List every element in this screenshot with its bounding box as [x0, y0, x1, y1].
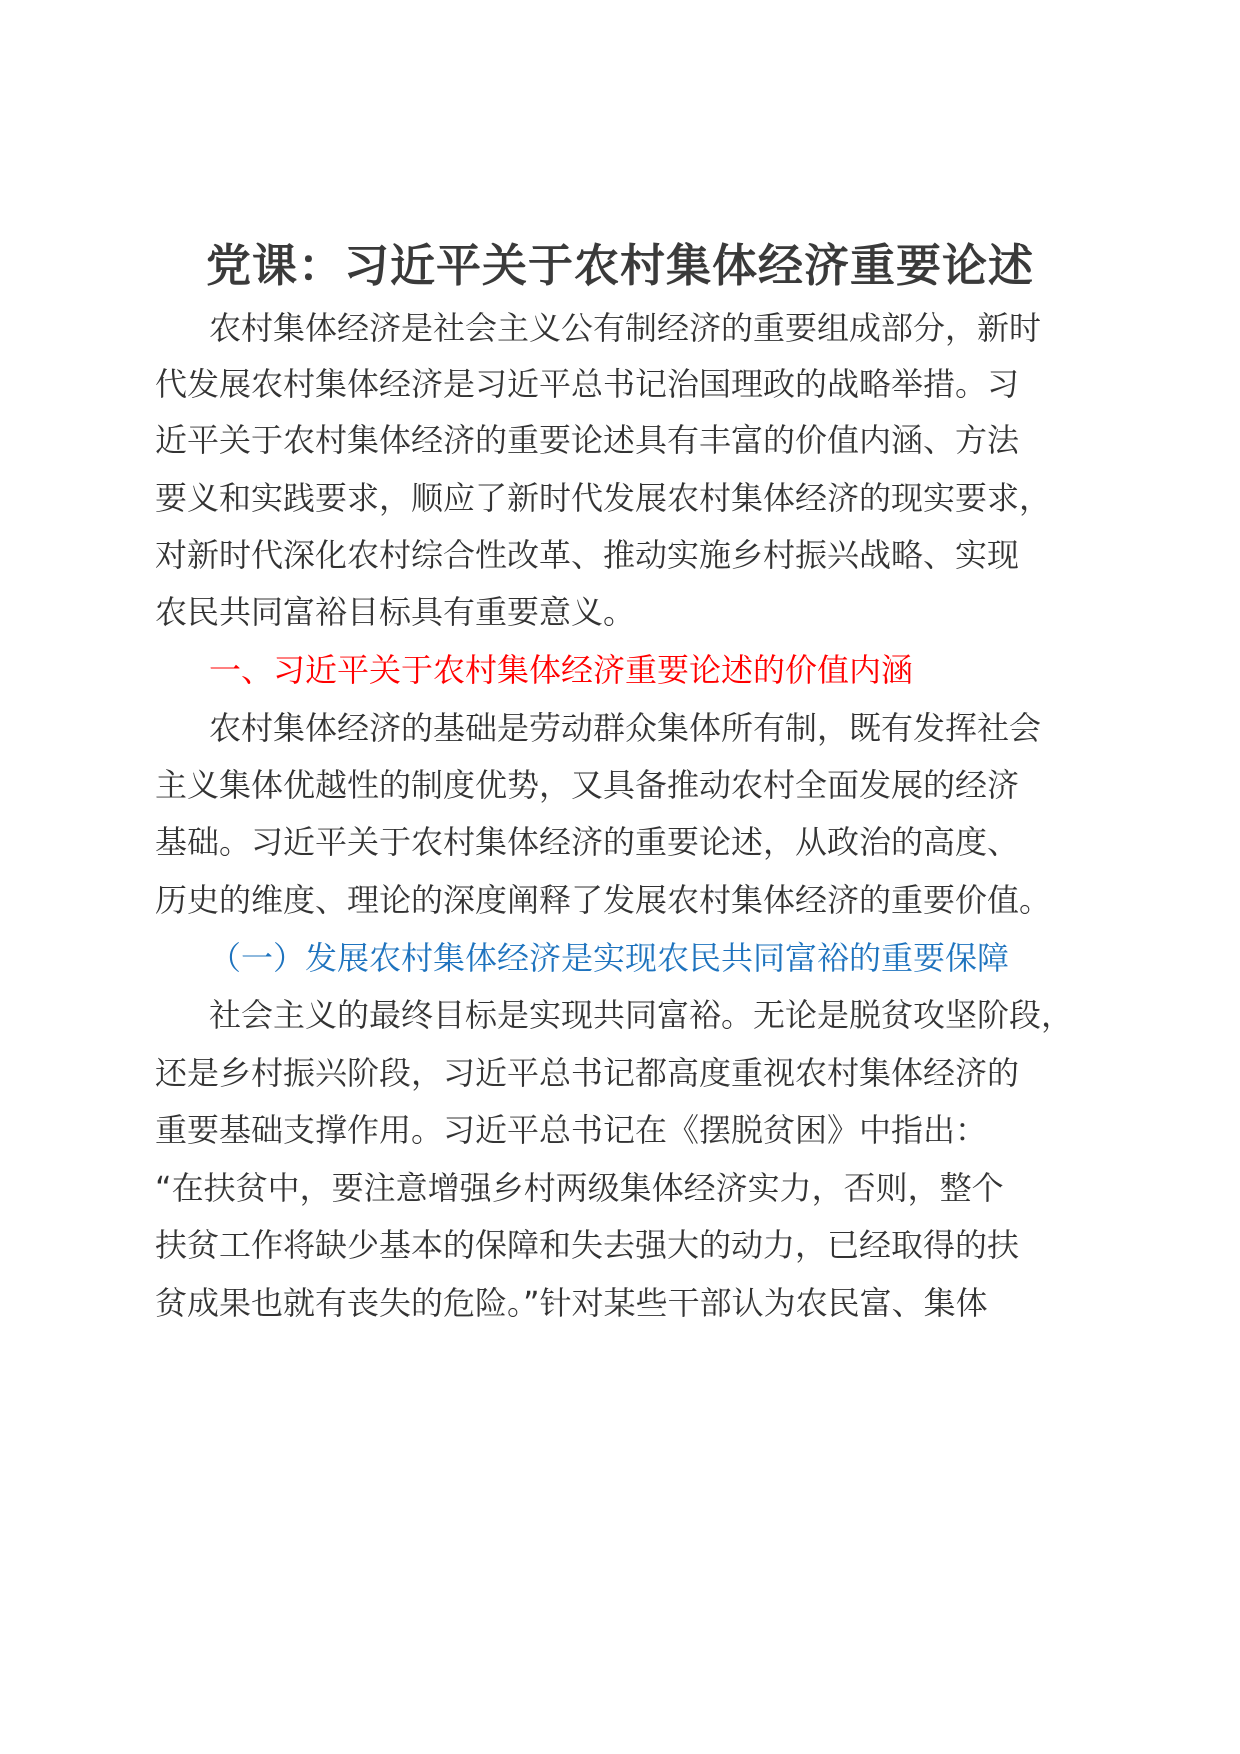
paragraph-2-line-6: 贫成果也就有丧失的危险。”针对某些干部认为农民富、集体	[155, 1284, 988, 1322]
paragraph-1-line-2: 主义集体优越性的制度优势，又具备推动农村全面发展的经济	[155, 766, 1020, 804]
paragraph-intro-line-1: 农村集体经济是社会主义公有制经济的重要组成部分，新时	[209, 309, 1042, 347]
paragraph-intro-line-5: 对新时代深化农村综合性改革、推动实施乡村振兴战略、实现	[155, 536, 1020, 574]
paragraph-2-line-4: “在扶贫中，要注意增强乡村两级集体经济实力，否则，整个	[155, 1169, 1004, 1207]
paragraph-2-line-2: 还是乡村振兴阶段，习近平总书记都高度重视农村集体经济的	[155, 1054, 1020, 1092]
paragraph-1-line-1: 农村集体经济的基础是劳动群众集体所有制，既有发挥社会	[209, 709, 1042, 747]
paragraph-2-line-5: 扶贫工作将缺少基本的保障和失去强大的动力，已经取得的扶	[155, 1226, 1020, 1264]
paragraph-2-line-1: 社会主义的最终目标是实现共同富裕。无论是脱贫攻坚阶段，	[209, 996, 1074, 1034]
document-title: 党课：习近平关于农村集体经济重要论述	[205, 239, 1034, 292]
paragraph-1-line-4: 历史的维度、理论的深度阐释了发展农村集体经济的重要价值。	[155, 881, 1052, 919]
paragraph-intro-line-4: 要义和实践要求，顺应了新时代发展农村集体经济的现实要求，	[155, 479, 1052, 517]
paragraph-2-line-3: 重要基础支撑作用。习近平总书记在《摆脱贫困》中指出：	[155, 1111, 988, 1149]
paragraph-intro-line-6: 农民共同富裕目标具有重要意义。	[155, 593, 636, 631]
paragraph-1-line-3: 基础。习近平关于农村集体经济的重要论述，从政治的高度、	[155, 823, 1020, 861]
paragraph-intro-line-3: 近平关于农村集体经济的重要论述具有丰富的价值内涵、方法	[155, 421, 1020, 459]
subsection-heading-1: （一）发展农村集体经济是实现农民共同富裕的重要保障	[209, 939, 1010, 977]
paragraph-intro-line-2: 代发展农村集体经济是习近平总书记治国理政的战略举措。习	[155, 365, 1020, 403]
section-heading-1: 一、习近平关于农村集体经济重要论述的价值内涵	[209, 651, 914, 689]
